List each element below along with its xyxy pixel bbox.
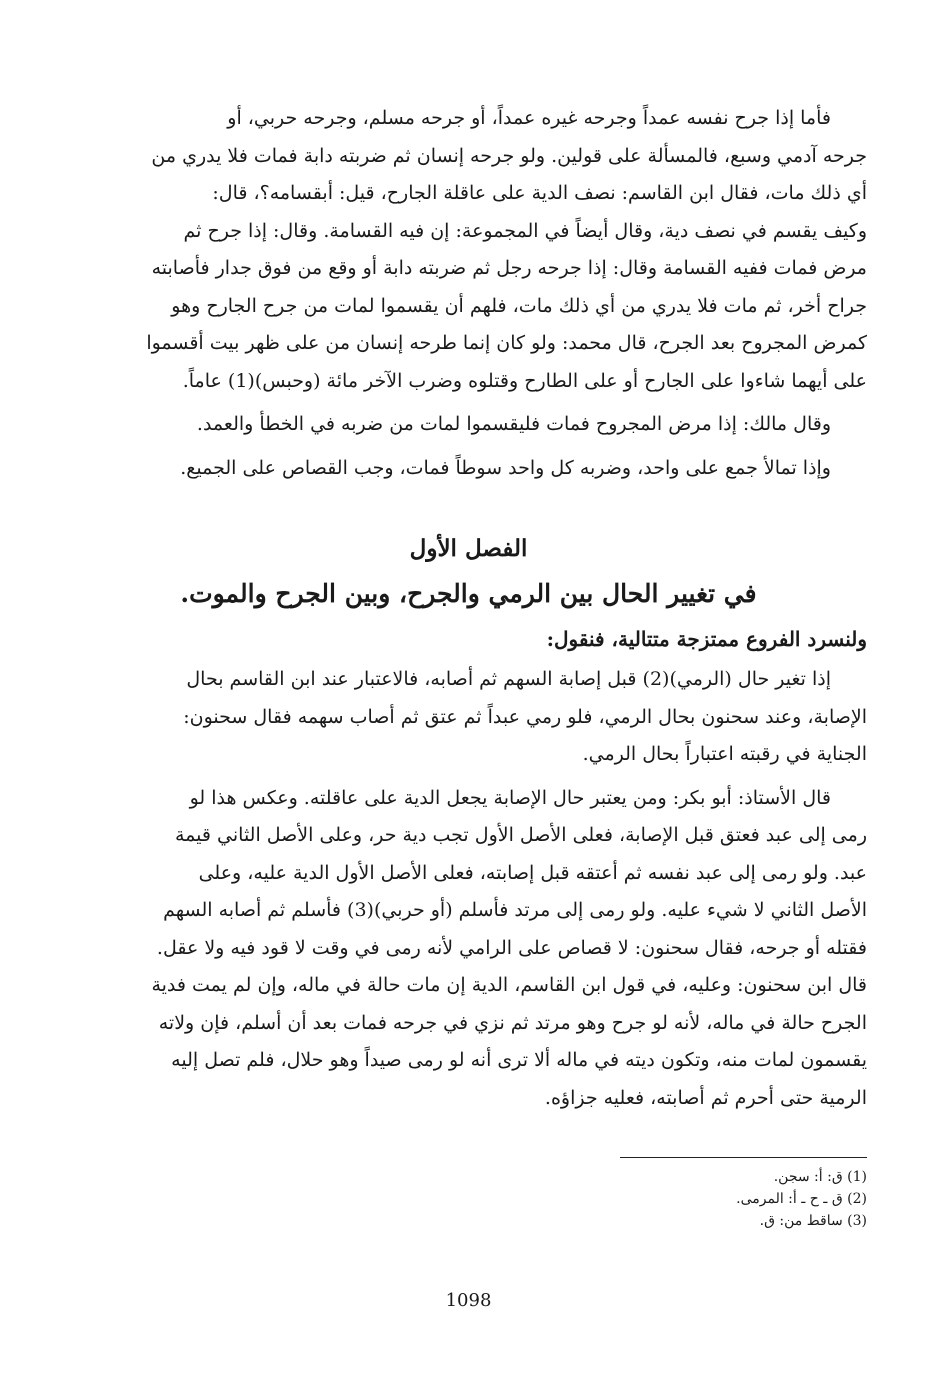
page-body <box>70 100 867 1117</box>
paragraph-1 <box>70 100 867 400</box>
footnote: (1) ق: أ: سجن. <box>773 1169 867 1185</box>
text-line: جراح أخر، ثم مات فلا يدري من أي ذلك مات، فلهم أن يقسموا لمات من جرح الجارح وهو <box>171 294 867 317</box>
chapter-title: الفصل الأول <box>409 535 528 562</box>
footnotes <box>736 1166 867 1232</box>
paragraph-5 <box>70 780 867 1118</box>
text-line: الإصابة، وعند سحنون بحال الرمي، فلو رمي عبداً ثم عتق ثم أصاب سهمه فقال سحنون: <box>183 705 867 728</box>
text-line: مرض فمات ففيه القسامة وقال: إذا جرحه رجل ثم ضربته دابة أو وقع من فوق جدار فأصابته <box>151 257 867 279</box>
footnote: (3) ساقط من: ق. <box>759 1213 867 1229</box>
text-line: وكيف يقسم في نصف دية، وقال أيضاً في المجموعة: إن فيه القسامة. وقال: إذا جرح ثم <box>183 219 867 242</box>
lead-heading: ولنسرد الفروع ممتزجة متتالية، فنقول: <box>546 627 867 651</box>
text-line: كمرض المجروح بعد الجرح، قال محمد: ولو كان إنما طرحه إنسان من على ظهر بيت أقسموا <box>146 332 867 354</box>
text-line: رمى إلى عبد فعتق قبل الإصابة، فعلى الأصل الأول تجب دية حر، وعلى الأصل الثاني قيمة <box>175 824 867 846</box>
page-number: 1098 <box>445 1290 492 1311</box>
text-line: وإذا تمالأ جمع على واحد، وضربه كل واحد سوطاً فمات، وجب القصاص على الجميع. <box>180 456 831 479</box>
paragraph-3 <box>70 450 867 488</box>
text-line: يقسمون لمات منه، وتكون ديته في ماله ألا ترى أنه لو رمى صيداً وهو حلال، فلم تصل إليه <box>171 1049 867 1071</box>
text-line: إذا تغير حال (الرمي)(2) قبل إصابة السهم ثم أصابه، فالاعتبار عند ابن القاسم بحال <box>186 668 831 690</box>
text-line: الجرح حالة في ماله، لأنه لو جرح وهو مرتد ثم نزي في جرحه فمات بعد أن أسلم، فإن ولاته <box>158 1011 867 1034</box>
paragraph-4 <box>70 661 867 774</box>
text-line: الرمية حتى أحرم ثم أصابته، فعليه جزاؤه. <box>544 1086 867 1109</box>
text-line: قال ابن سحنون: وعليه، في قول ابن القاسم، الدية إن مات حالة في ماله، وإن لم يمت فدية <box>151 974 867 996</box>
text-line: قال الأستاذ: أبو بكر: ومن يعتبر حال الإصابة يجعل الدية على عاقلته. وعكس هذا لو <box>189 786 831 809</box>
footnote: (2) ق ـ ح ـ أ: المرمى. <box>736 1191 867 1207</box>
chapter-subtitle: في تغيير الحال بين الرمي والجرح، وبين الجرح والموت. <box>180 579 757 608</box>
text-line: وقال مالك: إذا مرض المجروح فمات فليقسموا لمات من ضربه في الخطأ والعمد. <box>196 413 831 435</box>
text-line: الأصل الثاني لا شيء عليه. ولو رمى إلى مرتد فأسلم (أو حربي)(3) فأسلم ثم أصابه السهم <box>163 899 867 921</box>
text-line: عبد. ولو رمى إلى عبد نفسه ثم أعتقه قبل إصابته، فعلى الأصل الأول الدية عليه، وعلى <box>198 861 867 884</box>
text-line: على أيهما شاءوا على الجارح أو على الطارح وقتلوه وضرب الآخر مائة (وحبس)(1) عاماً. <box>182 369 867 392</box>
text-line: فأما إذا جرح نفسه عمداً وجرحه غيره عمداً، أو جرحه مسلم، وجرحه حربي، أو <box>227 107 831 129</box>
text-line: الجناية في رقبته اعتباراً بحال الرمي. <box>582 743 867 765</box>
text-line: جرحه آدمي وسبع، فالمسألة على قولين. ولو جرحه إنسان ثم ضربته دابة فمات فلا يدري من <box>151 144 867 167</box>
footnote-divider <box>620 1157 867 1158</box>
text-line: أي ذلك مات، فقال ابن القاسم: نصف الدية على عاقلة الجارح، قيل: أبقسامه؟، قال: <box>212 182 867 204</box>
paragraph-2 <box>70 406 867 444</box>
text-line: فقتله أو جرحه، فقال سحنون: لا قصاص على الرامي لأنه رمى في وقت لا قود فيه ولا عقل. <box>156 936 867 959</box>
